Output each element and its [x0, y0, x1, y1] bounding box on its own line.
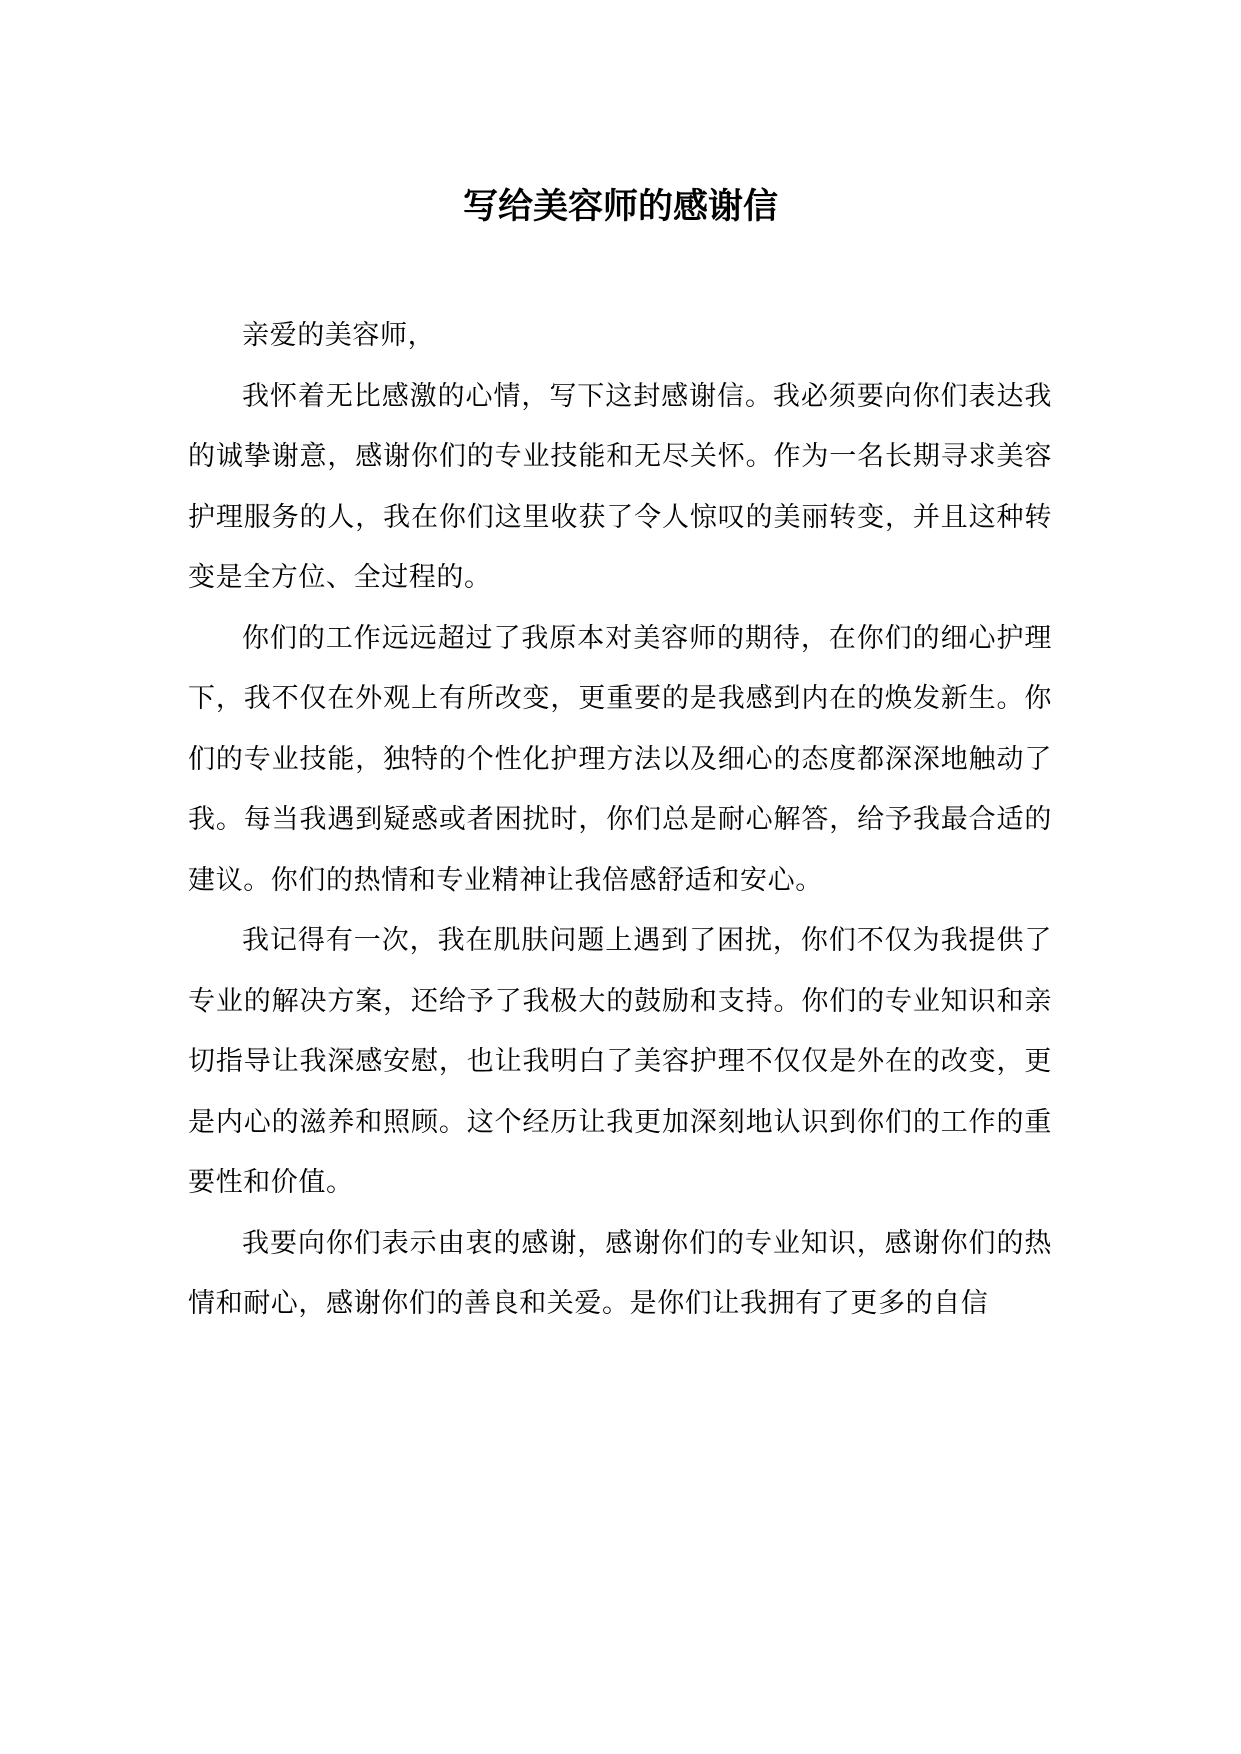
document-title: 写给美容师的感谢信: [462, 186, 778, 227]
paragraph-4: 我要向你们表示由衷的感谢，感谢你们的专业知识，感谢你们的热情和耐心，感谢你们的善良和关爱。是你们让我拥有了更多的自信: [188, 1227, 1052, 1319]
salutation: 亲爱的美容师，: [242, 320, 436, 351]
letter-body: [188, 306, 1052, 1335]
paragraph-1: 我怀着无比感激的心情，写下这封感谢信。我必须要向你们表达我的诚挚谢意，感谢你们的专业技能和无尽关怀。作为一名长期寻求美容护理服务的人，我在你们这里收获了令人惊叹的美丽转变，并且这种转变是全方位、全过程的。: [188, 380, 1052, 593]
paragraph-3: 我记得有一次，我在肌肤问题上遇到了困扰，你们不仅为我提供了专业的解决方案，还给予了我极大的鼓励和支持。你们的专业知识和亲切指导让我深感安慰，也让我明白了美容护理不仅仅是外在的改变，更是内心的滋养和照顾。这个经历让我更加深刻地认识到你们的工作的重要性和价值。: [188, 925, 1052, 1198]
paragraph-2: 你们的工作远远超过了我原本对美容师的期待，在你们的细心护理下，我不仅在外观上有所改变，更重要的是我感到内在的焕发新生。你们的专业技能，独特的个性化护理方法以及细心的态度都深深地触动了我。每当我遇到疑惑或者困扰时，你们总是耐心解答，给予我最合适的建议。你们的热情和专业精神让我倍感舒适和安心。: [188, 622, 1052, 896]
